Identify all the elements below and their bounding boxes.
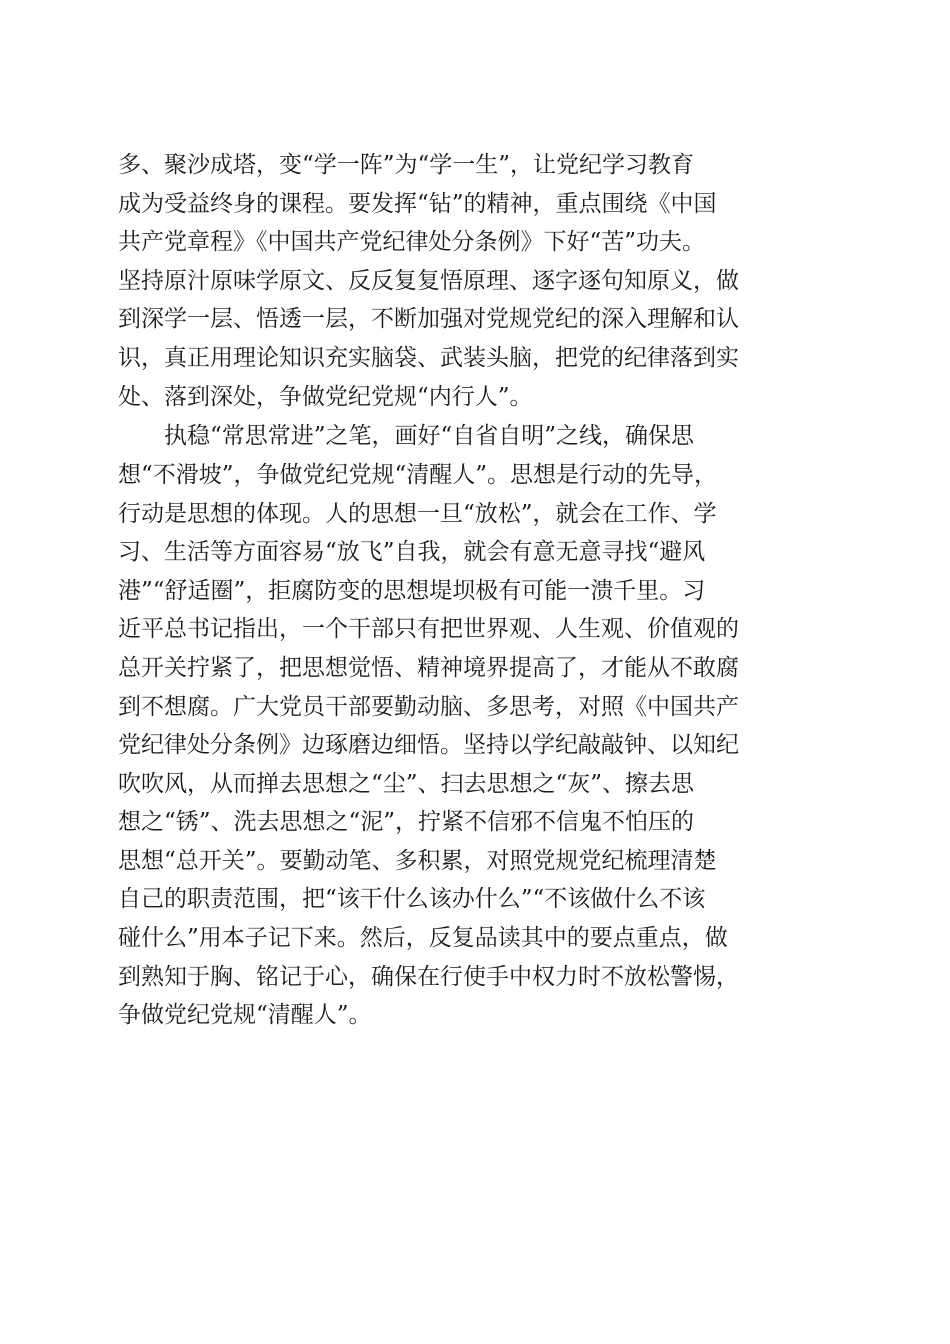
text-line: 执稳“常思常进”之笔，画好“自省自明”之线，确保思 bbox=[118, 423, 695, 450]
text-line: 碰什么”用本子记下来。然后，反复品读其中的要点重点，做 bbox=[118, 925, 728, 952]
text-line: 坚持原汁原味学原文、反反复复悟原理、逐字逐句知原义，做 bbox=[118, 267, 739, 294]
text-line: 吹吹风，从而掸去思想之“尘”、扫去思想之“灰”、擦去思 bbox=[118, 770, 695, 797]
text-line: 想之“锈”、洗去思想之“泥”，拧紧不信邪不信鬼不怕压的 bbox=[118, 809, 695, 836]
text-line: 自己的职责范围，把“该干什么该办什么”“不该做什么不该 bbox=[118, 886, 706, 913]
text-line: 总开关拧紧了，把思想觉悟、精神境界提高了，才能从不敢腐 bbox=[118, 654, 739, 681]
text-line: 党纪律处分条例》边琢磨边细悟。坚持以学纪敲敲钟、以知纪 bbox=[118, 732, 739, 759]
paragraph-2 bbox=[118, 417, 832, 1035]
text-line: 共产党章程》《中国共产党纪律处分条例》下好“苦”功夫。 bbox=[118, 229, 706, 256]
text-line: 近平总书记指出，一个干部只有把世界观、人生观、价值观的 bbox=[118, 616, 739, 643]
text-line: 处、落到深处，争做党纪党规“内行人”。 bbox=[118, 383, 533, 410]
text-line: 想“不滑坡”，争做党纪党规“清醒人”。思想是行动的先导， bbox=[118, 461, 718, 488]
text-line: 港”“舒适圈”，拒腐防变的思想堤坝极有可能一溃千里。习 bbox=[118, 577, 706, 604]
text-line: 到熟知于胸、铭记于心，确保在行使手中权力时不放松警惕， bbox=[118, 963, 739, 990]
text-line: 行动是思想的体现。人的思想一旦“放松”，就会在工作、学 bbox=[118, 500, 717, 527]
text-line: 思想“总开关”。要勤动笔、多积累，对照党规党纪梳理清楚 bbox=[118, 847, 717, 874]
paragraph-1 bbox=[118, 146, 832, 416]
text-line: 到深学一层、悟透一层，不断加强对党规党纪的深入理解和认 bbox=[118, 306, 739, 333]
text-line: 成为受益终身的课程。要发挥“钻”的精神，重点围绕《中国 bbox=[118, 190, 717, 217]
text-line: 争做党纪党规“清醒人”。 bbox=[118, 1002, 372, 1029]
document-body bbox=[118, 146, 832, 1035]
text-line: 习、生活等方面容易“放飞”自我，就会有意无意寻找“避风 bbox=[118, 539, 706, 566]
text-line: 识，真正用理论知识充实脑袋、武装头脑，把党的纪律落到实 bbox=[118, 344, 739, 371]
text-line: 多、聚沙成塔，变“学一阵”为“学一生”，让党纪学习教育 bbox=[118, 152, 695, 178]
text-line: 到不想腐。广大党员干部要勤动脑、多思考，对照《中国共产 bbox=[118, 693, 739, 720]
